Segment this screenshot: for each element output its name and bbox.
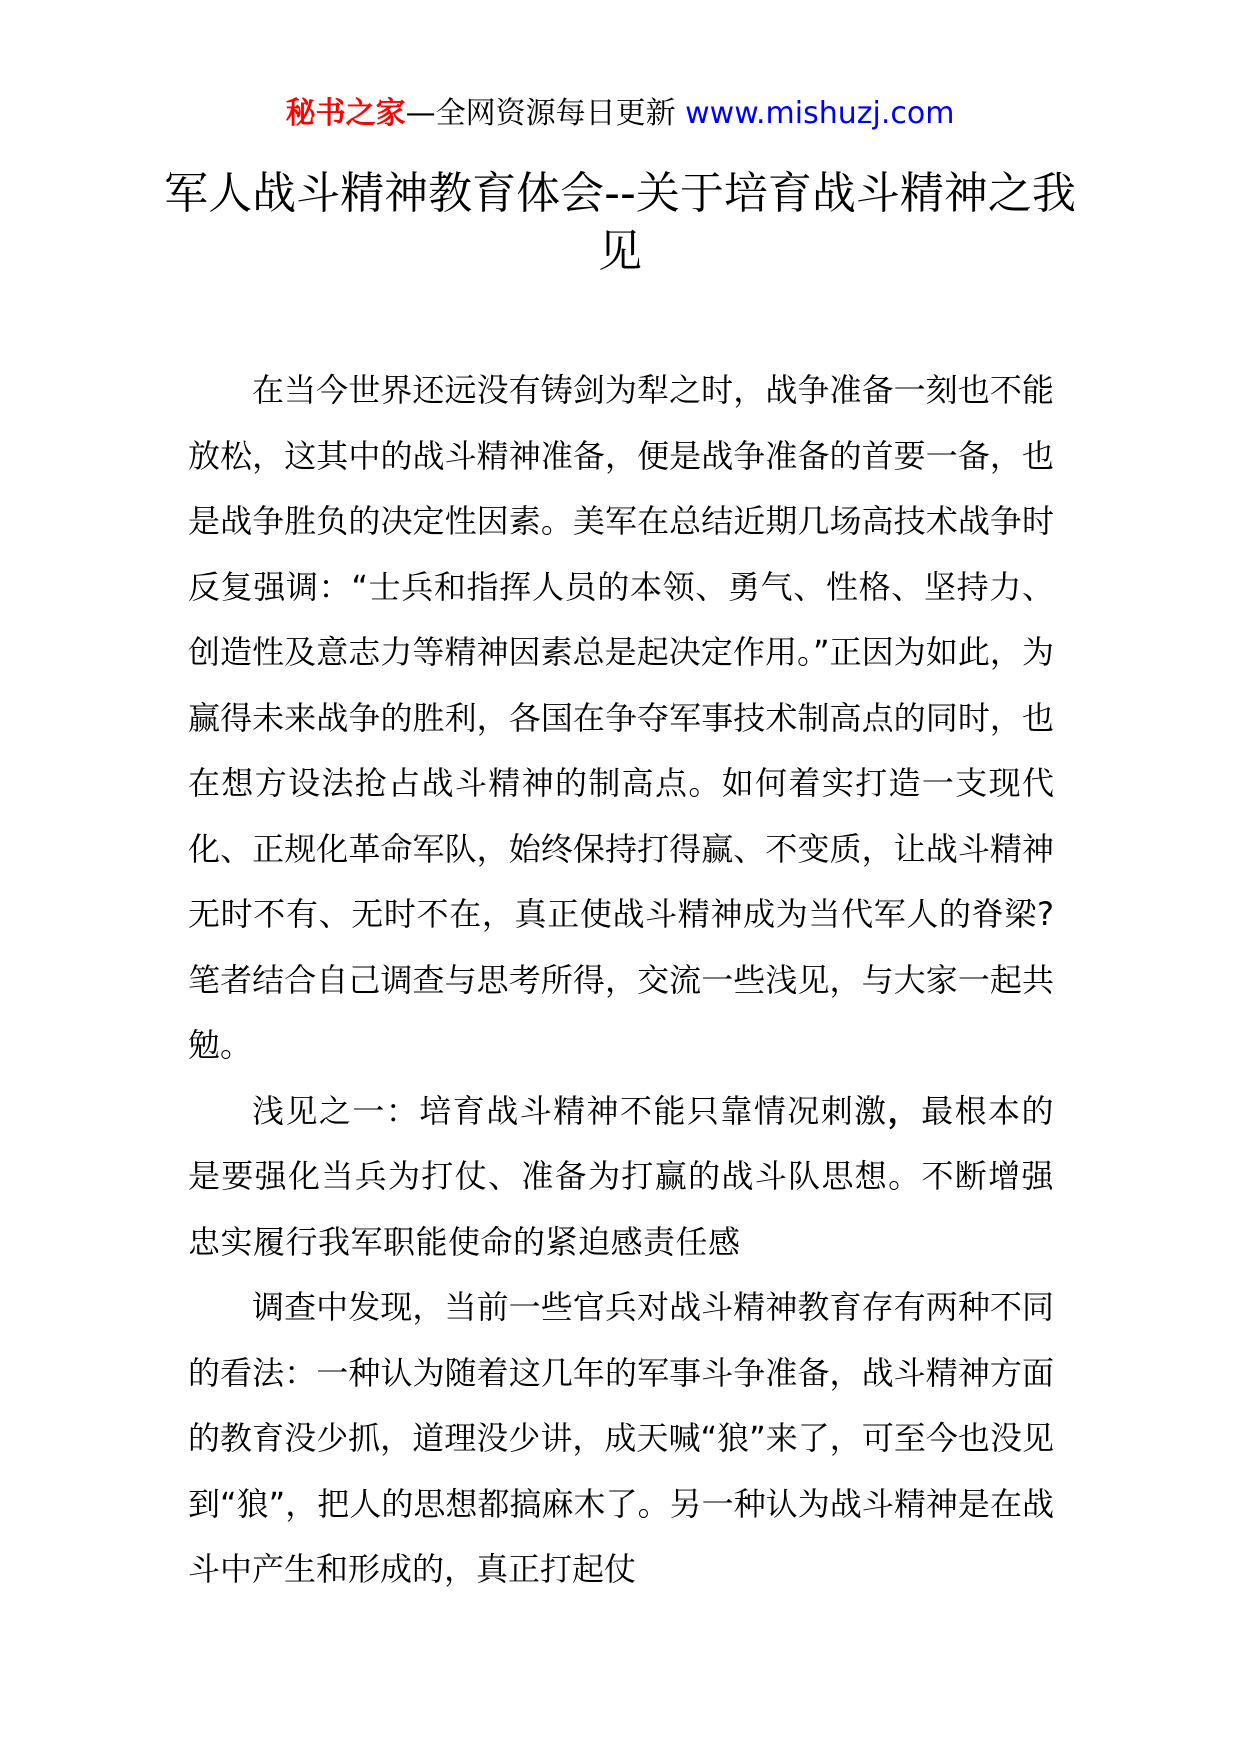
- document-title: 军人战斗精神教育体会--关于培育战斗精神之我见: [164, 168, 1076, 277]
- section-heading-text-b: 最根本的是要强化当兵为打仗、准备为打赢的战斗队思想。不断增强忠实履行我军职能使命的紧迫感责任感: [188, 1091, 1054, 1261]
- body-paragraph: 调查中发现，当前一些官兵对战斗精神教育存有两种不同的看法：一种认为随着这几年的军事斗争准备，战斗精神方面的教育没少抓，道理没少讲，成天喊“狼”来了，可至今也没见到“狼”，把人的思想都搞麻木了。另一种认为战斗精神是在战斗中产生和形成的，真正打起仗: [188, 1288, 1054, 1588]
- section-heading-prefix: 浅见之一：: [252, 1091, 420, 1130]
- site-url-link[interactable]: www.mishuzj.com: [685, 96, 955, 131]
- section-heading-text-a: 培育战斗精神不能只靠情况刺激: [419, 1091, 888, 1130]
- site-tagline: —全网资源每日更新: [405, 96, 676, 131]
- section-heading-separator: ，: [887, 1091, 922, 1130]
- body-paragraph: 在当今世界还远没有铸剑为犁之时，战争准备一刻也不能放松，这其中的战斗精神准备，便是战争准备的首要一备，也是战争胜负的决定性因素。美军在总结近期几场高技术战争时反复强调：“士兵和指挥人员的本领、勇气、性格、坚持力、创造性及意志力等精神因素总是起决定作用。”正因为如此，为赢得未来战争的胜利，各国在争夺军事技术制高点的同时，也在想方设法抢占战斗精神的制高点。如何着实打造一支现代化、正规化革命军队，始终保持打得赢、不变质，让战斗精神无时不有、无时不在，真正使战斗精神成为当代军人的脊梁?笔者结合自己调查与思考所得，交流一些浅见，与大家一起共勉。: [188, 371, 1054, 1064]
- document-body: [188, 358, 1054, 1603]
- site-header: [0, 94, 1240, 134]
- site-brand: 秘书之家: [285, 96, 406, 131]
- section-heading: [188, 1079, 1054, 1276]
